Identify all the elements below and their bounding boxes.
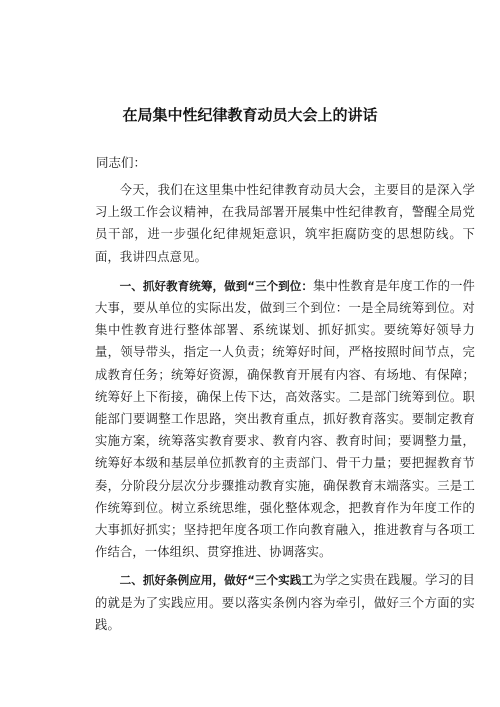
salutation: 同志们： — [96, 155, 147, 170]
section-2-heading-tail: 为学之实贵在践履。 — [312, 573, 426, 588]
document-title: 在局集中性纪律教育动员大会上的讲话 — [122, 106, 378, 124]
section-2-text: 学习的目的就是为了实践应用。要以落实条例内容为牵引，做好三个方面的实践。 — [95, 573, 475, 632]
document-body — [95, 179, 475, 642]
section-1-heading: 一、抓好教育统筹，做到“三个到位： — [119, 278, 313, 293]
intro-paragraph: 今天，我们在这里集中性纪律教育动员大会，主要目的是深入学习上级工作会议精神，在我局部署开展集中性纪律教育，警醒全局党员干部，进一步强化纪律规矩意识，筑牢拒腐防变的思想防线。下面，我讲四点意见。 — [95, 183, 475, 264]
section-1-paragraph — [95, 275, 475, 564]
section-1-text: 集中性教育是年度工作的一件大事，要从单位的实际出发，做到三个到位：一是全局统筹到位。对集中性教育进行整体部署、系统谋划、抓好抓实。要统筹好领导力量，领导带头，指定一人负责；统筹好时间，严格按照时间节点，完成教育任务；统筹好资源，确保教育开展有内容、有场地、有保障；统筹好上下衔接，确保上传下达，高效落实。二是部门统筹到位。职能部门要调整工作思路，突出教育重点，抓好教育落实。要制定教育实施方案，统筹落实教育要求、教育内容、教育时间；要调整力量，统筹好本级和基层单位抓教育的主责部门、骨干力量；要把握教育节奏，分阶段分层次分步骤推动教育实施，确保教育末端落实。三是工作统筹到位。树立系统思维，强化整体观念，把教育作为年度工作的大事抓好抓实；坚持把年度各项工作向教育融入，推进教育与各项工作结合，一体组织、贯穿推进、协调落实。 — [95, 278, 476, 560]
section-2-heading: 二、抓好条例应用，做好“三个实践工 — [119, 573, 313, 588]
section-2-paragraph — [95, 569, 475, 636]
